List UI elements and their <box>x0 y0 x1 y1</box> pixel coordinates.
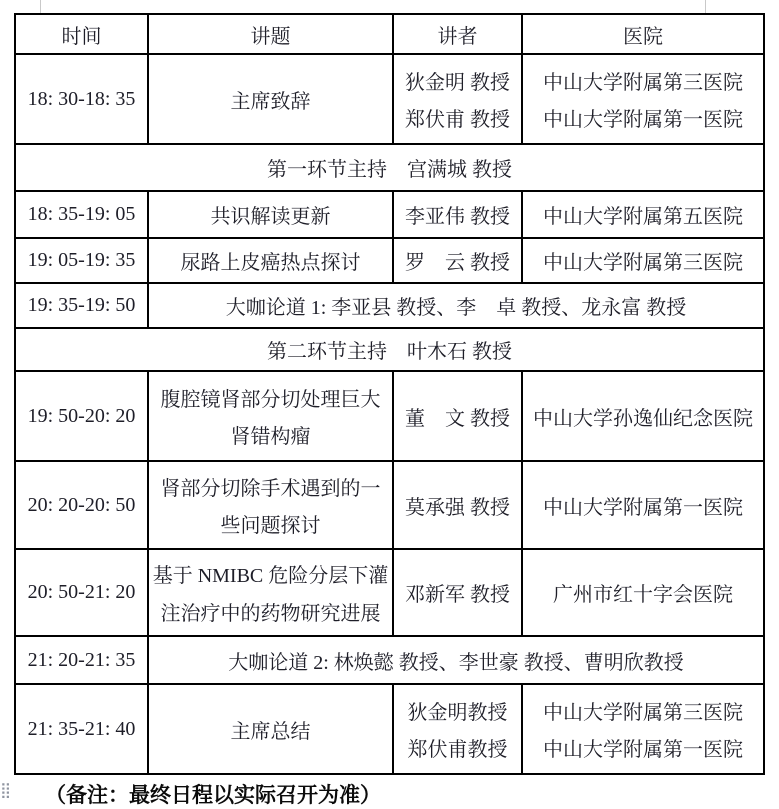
topic-cell: 主席致辞 <box>148 54 393 144</box>
section-title: 第一环节主持 宫满城 教授 <box>15 144 764 191</box>
text-boundary-mark-right <box>705 0 706 13</box>
time-cell: 21: 20-21: 35 <box>15 636 148 684</box>
speaker-cell: 邓新军 教授 <box>393 549 522 636</box>
topic-cell: 尿路上皮癌热点探讨 <box>148 238 393 283</box>
topic-cell: 共识解读更新 <box>148 191 393 238</box>
time-cell: 21: 35-21: 40 <box>15 684 148 774</box>
section-row <box>15 144 764 191</box>
hospital-cell: 中山大学孙逸仙纪念医院 <box>522 371 764 461</box>
header-row <box>15 14 764 54</box>
speaker-cell: 李亚伟 教授 <box>393 191 522 238</box>
speaker-cell: 莫承强 教授 <box>393 461 522 549</box>
table-row <box>15 461 764 549</box>
table-row <box>15 549 764 636</box>
topic-line: 些问题探讨 <box>220 515 321 538</box>
hospital-cell: 中山大学附属第三医院 <box>522 238 764 283</box>
table-row <box>15 54 764 144</box>
table-handle-dots-icon: ⣿ <box>0 781 11 799</box>
speaker-line: 狄金明 教授 <box>405 71 510 94</box>
hospital-line: 中山大学附属第三医院 <box>543 701 743 724</box>
topic-cell: 主席总结 <box>148 684 393 774</box>
hospital-line: 中山大学附属第一医院 <box>543 109 743 132</box>
speaker-cell: 董 文 教授 <box>393 371 522 461</box>
time-cell: 19: 05-19: 35 <box>15 238 148 283</box>
section-row <box>15 328 764 371</box>
hospital-cell: 广州市红十字会医院 <box>522 549 764 636</box>
time-cell: 18: 30-18: 35 <box>15 54 148 144</box>
topic-line: 肾错构瘤 <box>230 426 311 449</box>
text-boundary-mark-left <box>40 0 41 13</box>
speaker-cell <box>393 684 522 774</box>
table-row <box>15 684 764 774</box>
hospital-cell <box>522 684 764 774</box>
hospital-line: 中山大学附属第三医院 <box>543 71 743 94</box>
speaker-cell <box>393 54 522 144</box>
speaker-line: 郑伏甫教授 <box>407 739 508 762</box>
panel-discussion-cell: 大咖论道 1: 李亚县 教授、李 卓 教授、龙永富 教授 <box>148 283 764 328</box>
hospital-line: 中山大学附属第一医院 <box>543 739 743 762</box>
footer-note: （备注：最终日程以实际召开为准） <box>45 783 381 807</box>
section-title: 第二环节主持 叶木石 教授 <box>15 328 764 371</box>
table-row <box>15 238 764 283</box>
hospital-cell: 中山大学附属第五医院 <box>522 191 764 238</box>
time-cell: 19: 50-20: 20 <box>15 371 148 461</box>
panel-discussion-cell: 大咖论道 2: 林焕懿 教授、李世豪 教授、曹明欣教授 <box>148 636 764 684</box>
table-row <box>15 371 764 461</box>
topic-cell <box>148 549 393 636</box>
topic-cell <box>148 371 393 461</box>
hospital-cell: 中山大学附属第一医院 <box>522 461 764 549</box>
column-header-topic: 讲题 <box>148 14 393 54</box>
topic-line: 注治疗中的药物研究进展 <box>160 602 381 625</box>
hospital-cell <box>522 54 764 144</box>
speaker-cell: 罗 云 教授 <box>393 238 522 283</box>
column-header-hospital: 医院 <box>522 14 764 54</box>
topic-line: 基于 NMIBC 危险分层下灌 <box>152 565 389 588</box>
time-cell: 19: 35-19: 50 <box>15 283 148 328</box>
speaker-line: 狄金明教授 <box>407 701 508 724</box>
time-cell: 18: 35-19: 05 <box>15 191 148 238</box>
table-row <box>15 191 764 238</box>
column-header-speaker: 讲者 <box>393 14 522 54</box>
topic-cell <box>148 461 393 549</box>
schedule-table <box>14 13 765 775</box>
panel-row <box>15 636 764 684</box>
time-cell: 20: 50-21: 20 <box>15 549 148 636</box>
column-header-time: 时间 <box>15 14 148 54</box>
time-cell: 20: 20-20: 50 <box>15 461 148 549</box>
speaker-line: 郑伏甫 教授 <box>405 109 510 132</box>
topic-line: 腹腔镜肾部分切处理巨大 <box>160 388 381 411</box>
topic-line: 肾部分切除手术遇到的一 <box>160 477 381 500</box>
panel-row <box>15 283 764 328</box>
